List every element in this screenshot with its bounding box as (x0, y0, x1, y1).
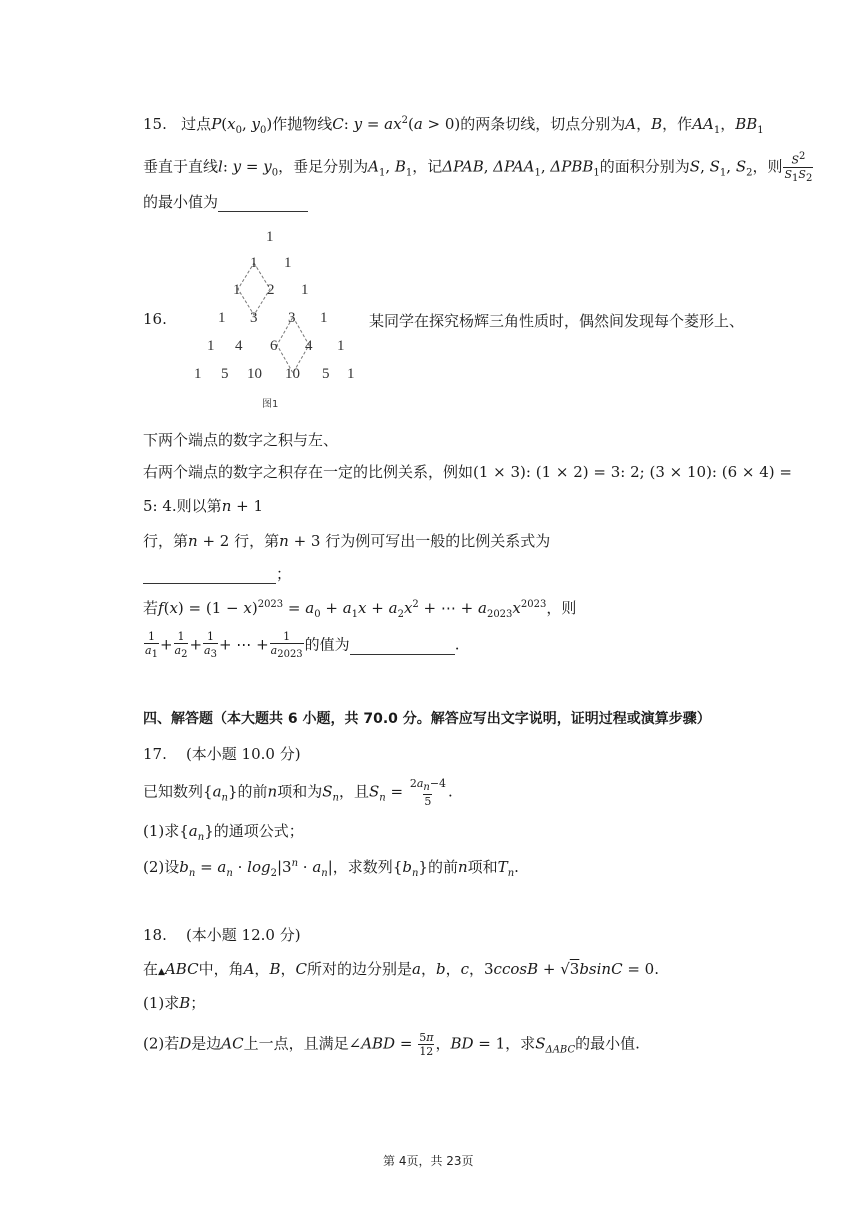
math-point-p: P (211, 115, 222, 133)
text: ，求 (505, 1034, 536, 1053)
text: 中，角 (198, 960, 244, 978)
math-parabola: C (332, 115, 344, 133)
triangle-cell: 1 (194, 366, 202, 382)
question-number: 18. (143, 926, 167, 944)
text: ； (190, 994, 206, 1012)
triangle-cell: 1 (233, 282, 241, 298)
triangle-cell: 1 (207, 338, 215, 354)
text: 上一点，且满足 (243, 1034, 349, 1053)
text: 的两条切线，切点分别为 (460, 115, 626, 133)
text: 行为例可写出一般的比例关系式为 (325, 532, 551, 550)
rhombus-lines (180, 222, 370, 417)
text: (2)若 (143, 1034, 180, 1053)
text: (2)设 (143, 858, 180, 876)
text: 过点 (181, 115, 212, 133)
text: 作抛物线 (272, 115, 333, 133)
triangle-cell: 1 (347, 366, 355, 382)
triangle-cell: 1 (320, 310, 328, 326)
text: ，则 (752, 157, 783, 176)
triangle-cell: 1 (337, 338, 345, 354)
text: ， (435, 1034, 451, 1053)
question-15-line-2: 垂直于直线l: $y = y_0$，垂足分别为$A_1$, $B_1$，记ΔPAB, $\Delta PAA_1$, $\Delta PBB_1$的面积分别为S, $S_1$, $S_2$，则 $\frac{S^2}{S_1S_2}$ (143, 151, 813, 184)
triangle-cell: 1 (250, 255, 258, 271)
text: ，求数列 (332, 858, 393, 876)
question-16-line-c: 5: 4.则以第n + 1 (143, 497, 264, 515)
points: (本小题 10.0 分) (185, 745, 301, 763)
triangle-cell: 1 (301, 282, 309, 298)
text: 的通项公式； (213, 822, 304, 840)
text: ； (276, 565, 292, 583)
text: ， (468, 960, 484, 978)
triangle-cell: 10 (285, 366, 300, 382)
question-number: 17. (143, 745, 167, 763)
text: 是边 (191, 1034, 222, 1053)
question-18-part-2: (2)若D是边AC上一点，且满足∠ABD = $\frac{5\pi}{12}$ ，BD = 1，求$S_{\Delta ABC}$的最小值. (143, 1031, 640, 1058)
text: 的面积分别为 (599, 157, 690, 176)
question-17-stem: 已知数列$\{a_n\}$的前n项和为$S_n$，且$S_n$ = $\frac{2a_n-4}{5}$ . (143, 777, 453, 809)
question-17-header (143, 743, 301, 764)
question-15-line-1: 15. 过点$P(x_0$, $y_0$)作抛物线C: $y = ax^2(a > 0)$的两条切线，切点分别为A，B，作$AA_1$，$BB_1$ (143, 115, 764, 136)
answer-blank (218, 193, 308, 212)
question-16-line-f: 若$f(x) = (1 - x)^{2023} = a_0 + a_1x + a_2x^2$ + ⋯ + $a_{2023}x^{2023}$，则 (143, 599, 577, 620)
text: 若 (143, 599, 159, 617)
question-16-line-e (143, 563, 291, 584)
text: 右两个端点的数字之积存在一定的比例关系，例如 (143, 463, 474, 481)
question-18-header (143, 924, 301, 945)
triangle-cell: 3 (250, 310, 258, 326)
triangle-cell: 2 (267, 282, 275, 298)
question-16-line-g: $\frac{1}{a_1}$ + $\frac{1}{a_2}$ + $\frac{1}{a_3}$ + ⋯ + $\frac{1}{a_{2023}}$ 的值为 . (145, 630, 460, 661)
triangle-cell: 1 (284, 255, 292, 271)
text: 的最小值为 (143, 193, 219, 211)
question-16-line-d: 行，第n + 2 行，第n + 3 行为例可写出一般的比例关系式为 (143, 532, 551, 550)
text: 所对的边分别是 (306, 960, 412, 978)
triangle-cell: 3 (288, 310, 296, 326)
figure-caption: 图1 (262, 399, 279, 410)
answer-blank (143, 565, 276, 584)
text: ，且 (338, 782, 369, 801)
text: ，则 (546, 599, 577, 617)
text: 的前 (237, 782, 268, 801)
question-17-part-1: (1)求$\{a_n\}$的通项公式； (143, 822, 304, 843)
triangle-cell: 4 (305, 338, 313, 354)
text: (1)求 (143, 994, 180, 1012)
answer-blank (350, 636, 455, 655)
triangle-cell: 4 (235, 338, 243, 354)
text: ，记 (412, 157, 443, 176)
text: 行，第 (143, 532, 189, 550)
text: 的前 (427, 858, 458, 876)
text: 项和 (467, 858, 498, 876)
text: 的值为 (304, 635, 350, 654)
triangle-cell: 10 (247, 366, 262, 382)
text: 垂直于直线 (143, 157, 219, 176)
section-4-heading: 四、解答题（本大题共 6 小题，共 70.0 分。解答应写出文字说明，证明过程或演算步骤） (143, 711, 711, 727)
pascal-triangle-figure (180, 222, 370, 417)
text: ，垂足分别为 (278, 157, 369, 176)
text: 行，第 (234, 532, 280, 550)
text: 的最小值. (575, 1034, 640, 1053)
question-16-line-a: 下两个端点的数字之积与左、 (143, 431, 339, 449)
question-17-part-2: (2)设$b_n = a_n \cdot \log_2|3^n \cdot a_n|$，求数列$\{b_n\}$的前n项和$T_n$. (143, 858, 519, 879)
question-16-intro: 某同学在探究杨辉三角性质时，偶然间发现每个菱形上、 (369, 312, 745, 330)
text: (1)求 (143, 822, 180, 840)
question-16-line-b: 右两个端点的数字之积存在一定的比例关系，例如(1 × 3): (1 × 2) = 3: 2; (3 × 10): (6 × 4) = (143, 463, 792, 481)
text: . (454, 635, 460, 654)
question-number: 15. (143, 115, 167, 133)
points: (本小题 12.0 分) (185, 926, 301, 944)
math-example-2: (3 × 10): (6 × 4) = (649, 463, 792, 481)
triangle-cell: 6 (270, 338, 278, 354)
triangle-cell: 1 (218, 310, 226, 326)
page-footer: 第 4页，共 23页 (383, 1154, 474, 1168)
text: 5: 4.则以第 (143, 497, 222, 515)
triangle-cell: 5 (322, 366, 330, 382)
text: 已知数列 (143, 782, 204, 801)
text: . (514, 858, 519, 876)
triangle-cell: 1 (266, 229, 274, 245)
text: ，作 (662, 115, 693, 133)
text: 项和为 (277, 782, 323, 801)
question-18-stem: 在▲ABC中，角A，B，C所对的边分别是a，b，c，3ccosB + √3bsinC = 0. (143, 960, 659, 978)
math-example-1: (1 × 3): (1 × 2) = 3: 2 (473, 463, 640, 481)
question-18-part-1: (1)求B； (143, 994, 206, 1012)
text: 在 (143, 960, 159, 978)
question-16-number: 16. (143, 310, 167, 328)
triangle-cell: 5 (221, 366, 229, 382)
fraction-s2-over-s1s2: $\frac{S^2}{S_1S_2}$ (784, 151, 813, 184)
question-15-line-3 (143, 191, 308, 212)
